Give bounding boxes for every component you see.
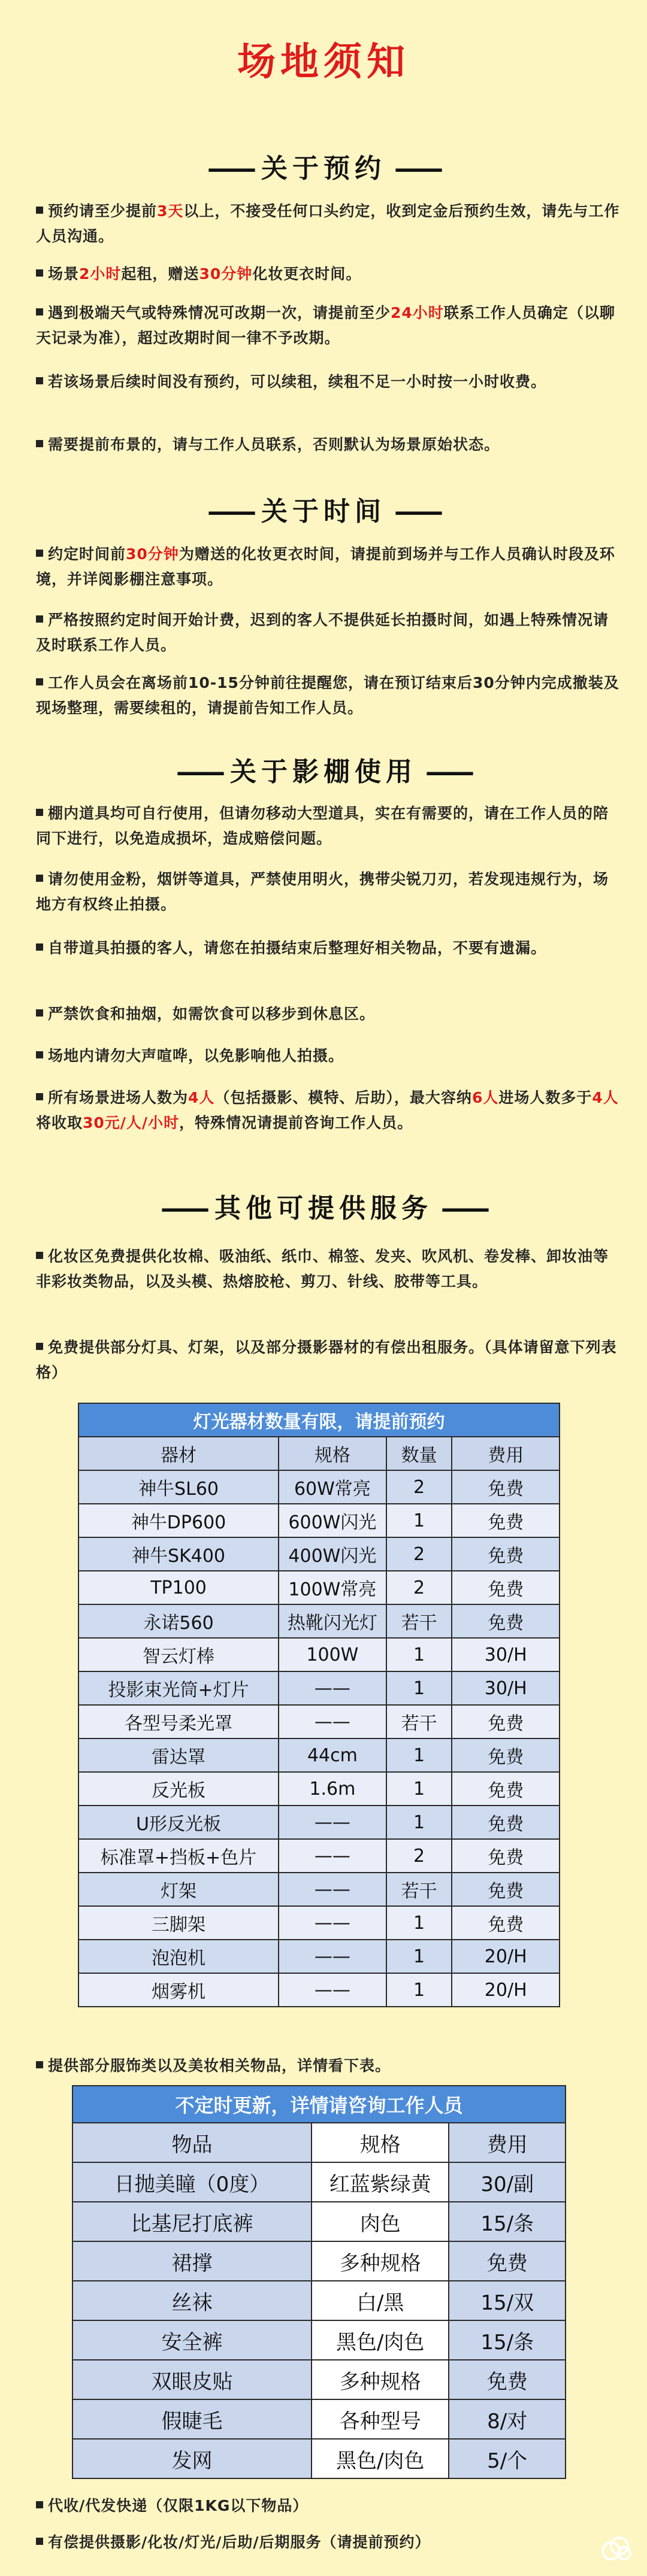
table-cell: 免费 [452, 1537, 560, 1571]
table-cell: 若干 [386, 1604, 452, 1638]
table-row [78, 1772, 560, 1806]
table-cell: 1 [386, 1738, 452, 1772]
column-header: 器材 [78, 1437, 279, 1470]
section-heading-time: —— 关于时间 —— [207, 496, 440, 527]
table-cell: 多种规格 [312, 2241, 449, 2281]
table-row [78, 1806, 560, 1839]
table-row [72, 2162, 566, 2202]
equipment-table-caption: 灯光器材数量有限，请提前预约 [78, 1403, 560, 1437]
table-cell: 比基尼打底裤 [72, 2202, 312, 2241]
table-cell: 雷达罩 [78, 1738, 279, 1772]
table-row [72, 2360, 566, 2399]
table-cell: 1 [386, 1772, 452, 1806]
table-cell: 免费 [452, 1571, 560, 1604]
table-cell: 免费 [452, 1705, 560, 1738]
table-cell: 600W闪光 [279, 1504, 386, 1537]
table-cell: 丝袜 [72, 2281, 312, 2320]
table-row [78, 1940, 560, 1973]
table-cell: 2 [386, 1470, 452, 1504]
table-cell: 各型号柔光罩 [78, 1705, 279, 1738]
table-cell: 免费 [452, 1839, 560, 1873]
booking-item-3: 遇到极端天气或特殊情况可改期一次，请提前至少24小时联系工作人员确定（以聊天记录为准），超过改期时间一律不予改期。 [36, 304, 615, 347]
studio-item-6: 所有场景进场人数为4人（包括摄影、模特、后助），最大容纳6人进场人数多于4人将收取30元/人/小时，特殊情况请提前咨询工作人员。 [36, 1089, 619, 1131]
footer-item-1: 代收/代发快递（仅限1KG以下物品） [36, 2494, 308, 2516]
table-cell: 44cm [279, 1738, 386, 1772]
booking-item-2: 场景2小时起租，赠送30分钟化妆更衣时间。 [36, 262, 620, 287]
table-cell: 烟雾机 [78, 1973, 279, 2007]
table-cell: 黑色/肉色 [312, 2320, 449, 2360]
table-row [78, 1638, 560, 1671]
table-cell: 免费 [452, 1504, 560, 1537]
table-cell: 永诺560 [78, 1604, 279, 1638]
column-header: 规格 [312, 2123, 449, 2162]
table-cell: 泡泡机 [78, 1940, 279, 1973]
table-cell: U形反光板 [78, 1806, 279, 1839]
table-cell: 发网 [72, 2439, 312, 2478]
table-cell: 免费 [452, 1873, 560, 1906]
table-cell: 1 [386, 1973, 452, 2007]
items-table-caption: 不定时更新，详情请咨询工作人员 [72, 2086, 566, 2123]
studio-item-3: 自带道具拍摄的客人，请您在拍摄结束后整理好相关物品，不要有遗漏。 [36, 936, 620, 961]
time-item-2: 严格按照约定时间开始计费，迟到的客人不提供延长拍摄时间，如遇上特殊情况请及时联系工作人员。 [36, 611, 609, 654]
table-row [78, 1705, 560, 1738]
booking-item-4: 若该场景后续时间没有预约，可以续租，续租不足一小时按一小时收费。 [36, 369, 620, 395]
table-cell: 免费 [452, 1604, 560, 1638]
table-cell: 假睫毛 [72, 2399, 312, 2439]
table-cell: 裙撑 [72, 2241, 312, 2281]
table-cell: 白/黑 [312, 2281, 449, 2320]
column-header: 费用 [452, 1437, 560, 1470]
table-cell: 安全裤 [72, 2320, 312, 2360]
table-cell: 多种规格 [312, 2360, 449, 2399]
table-row [72, 2399, 566, 2439]
table-cell: 三脚架 [78, 1906, 279, 1940]
table-cell: —— [279, 1973, 386, 2007]
column-header: 数量 [386, 1437, 452, 1470]
time-item-1: 约定时间前30分钟为赠送的化妆更衣时间，请提前到场并与工作人员确认时段及环境，并详阅影棚注意事项。 [36, 545, 615, 588]
footer-item-2: 有偿提供摄影/化妆/灯光/后助/后期服务（请提前预约） [36, 2531, 431, 2552]
table-cell: 反光板 [78, 1772, 279, 1806]
table-cell: 100W常亮 [279, 1571, 386, 1604]
table-cell: 免费 [452, 1906, 560, 1940]
column-header: 物品 [72, 2123, 312, 2162]
table-cell: 2 [386, 1839, 452, 1873]
table-cell: 400W闪光 [279, 1537, 386, 1571]
table-cell: 30/H [452, 1638, 560, 1671]
table-cell: —— [279, 1906, 386, 1940]
table-cell: 15/条 [449, 2202, 566, 2241]
cloud-logo-icon [598, 2533, 634, 2565]
table-cell: 1 [386, 1940, 452, 1973]
table-cell: 神牛SK400 [78, 1537, 279, 1571]
table-cell: 1.6m [279, 1772, 386, 1806]
table-cell: 若干 [386, 1705, 452, 1738]
table-cell: 2 [386, 1537, 452, 1571]
table-row [78, 1671, 560, 1705]
column-header: 费用 [449, 2123, 566, 2162]
table-cell: —— [279, 1671, 386, 1705]
table-intro: 提供部分服饰类以及美妆相关物品，详情看下表。 [36, 2053, 620, 2079]
table-cell: 免费 [452, 1772, 560, 1806]
table-cell: 1 [386, 1638, 452, 1671]
table-cell: 1 [386, 1806, 452, 1839]
table-cell: —— [279, 1806, 386, 1839]
table-row [72, 2320, 566, 2360]
table-cell: 智云灯棒 [78, 1638, 279, 1671]
table-cell: —— [279, 1873, 386, 1906]
services-item-2: 免费提供部分灯具、灯架，以及部分摄影器材的有偿出租服务。（具体请留意下列表格） [36, 1339, 617, 1381]
table-cell: 肉色 [312, 2202, 449, 2241]
equipment-table [78, 1403, 560, 2007]
table-row [78, 1537, 560, 1571]
table-cell: 15/双 [449, 2281, 566, 2320]
table-cell: 5/个 [449, 2439, 566, 2478]
table-cell: 20/H [452, 1973, 560, 2007]
booking-item-5: 需要提前布景的，请与工作人员联系，否则默认为场景原始状态。 [36, 432, 620, 457]
table-cell: 神牛SL60 [78, 1470, 279, 1504]
time-item-3: 工作人员会在离场前10-15分钟前往提醒您，请在预订结束后30分钟内完成撤装及现场整理，需要续租的，请提前告知工作人员。 [36, 674, 619, 717]
table-cell: 30/副 [449, 2162, 566, 2202]
table-cell: 热靴闪光灯 [279, 1604, 386, 1638]
table-row [78, 1906, 560, 1940]
table-cell: 100W [279, 1638, 386, 1671]
table-cell: 8/对 [449, 2399, 566, 2439]
studio-item-2: 请勿使用金粉，烟饼等道具，严禁使用明火，携带尖锐刀刃，若发现违规行为，场地方有权终止拍摄。 [36, 870, 609, 913]
table-cell: 1 [386, 1504, 452, 1537]
table-cell: —— [279, 1705, 386, 1738]
table-cell: 双眼皮贴 [72, 2360, 312, 2399]
table-cell: 各种型号 [312, 2399, 449, 2439]
section-heading-services: —— 其他可提供服务 —— [161, 1193, 486, 1224]
table-row [78, 1839, 560, 1873]
studio-item-4: 严禁饮食和抽烟，如需饮食可以移步到休息区。 [36, 1002, 620, 1027]
table-row [78, 1973, 560, 2007]
table-cell: 红蓝紫绿黄 [312, 2162, 449, 2202]
studio-item-1: 棚内道具均可自行使用，但请勿移动大型道具，实在有需要的，请在工作人员的陪同下进行，以免造成损坏，造成赔偿问题。 [36, 805, 609, 847]
table-row [78, 1604, 560, 1638]
section-heading-studio: —— 关于影棚使用 —— [176, 757, 471, 787]
table-cell: 神牛DP600 [78, 1504, 279, 1537]
table-cell: TP100 [78, 1571, 279, 1604]
table-cell: 标准罩+挡板+色片 [78, 1839, 279, 1873]
table-cell: 免费 [452, 1470, 560, 1504]
table-row [78, 1571, 560, 1604]
table-cell: 日抛美瞳（0度） [72, 2162, 312, 2202]
table-cell: 1 [386, 1906, 452, 1940]
table-cell: 若干 [386, 1873, 452, 1906]
table-row [78, 1470, 560, 1504]
table-row [72, 2281, 566, 2320]
table-cell: 60W常亮 [279, 1470, 386, 1504]
table-cell: 黑色/肉色 [312, 2439, 449, 2478]
table-cell: 灯架 [78, 1873, 279, 1906]
table-row [78, 1504, 560, 1537]
table-row [72, 2439, 566, 2478]
table-cell: 免费 [449, 2241, 566, 2281]
table-row [78, 1873, 560, 1906]
page-title: 场地须知 [237, 40, 410, 84]
table-cell: —— [279, 1839, 386, 1873]
items-table [72, 2085, 566, 2479]
table-cell: 2 [386, 1571, 452, 1604]
column-header: 规格 [279, 1437, 386, 1470]
table-row [72, 2202, 566, 2241]
table-cell: 30/H [452, 1671, 560, 1705]
table-row [72, 2241, 566, 2281]
table-cell: —— [279, 1940, 386, 1973]
studio-item-5: 场地内请勿大声喧哗，以免影响他人拍摄。 [36, 1043, 620, 1069]
table-row [78, 1738, 560, 1772]
table-cell: 15/条 [449, 2320, 566, 2360]
table-cell: 免费 [452, 1806, 560, 1839]
table-cell: 20/H [452, 1940, 560, 1973]
services-item-1: 化妆区免费提供化妆棉、吸油纸、纸巾、棉签、发夹、吹风机、卷发棒、卸妆油等非彩妆类物品，以及头模、热熔胶枪、剪刀、针线、胶带等工具。 [36, 1248, 609, 1290]
table-cell: 免费 [449, 2360, 566, 2399]
table-cell: 免费 [452, 1738, 560, 1772]
section-heading-booking: —— 关于预约 —— [207, 153, 440, 184]
table-cell: 1 [386, 1671, 452, 1705]
booking-item-1: 预约请至少提前3天以上，不接受任何口头约定，收到定金后预约生效，请先与工作人员沟通。 [36, 202, 620, 245]
table-cell: 投影束光筒+灯片 [78, 1671, 279, 1705]
